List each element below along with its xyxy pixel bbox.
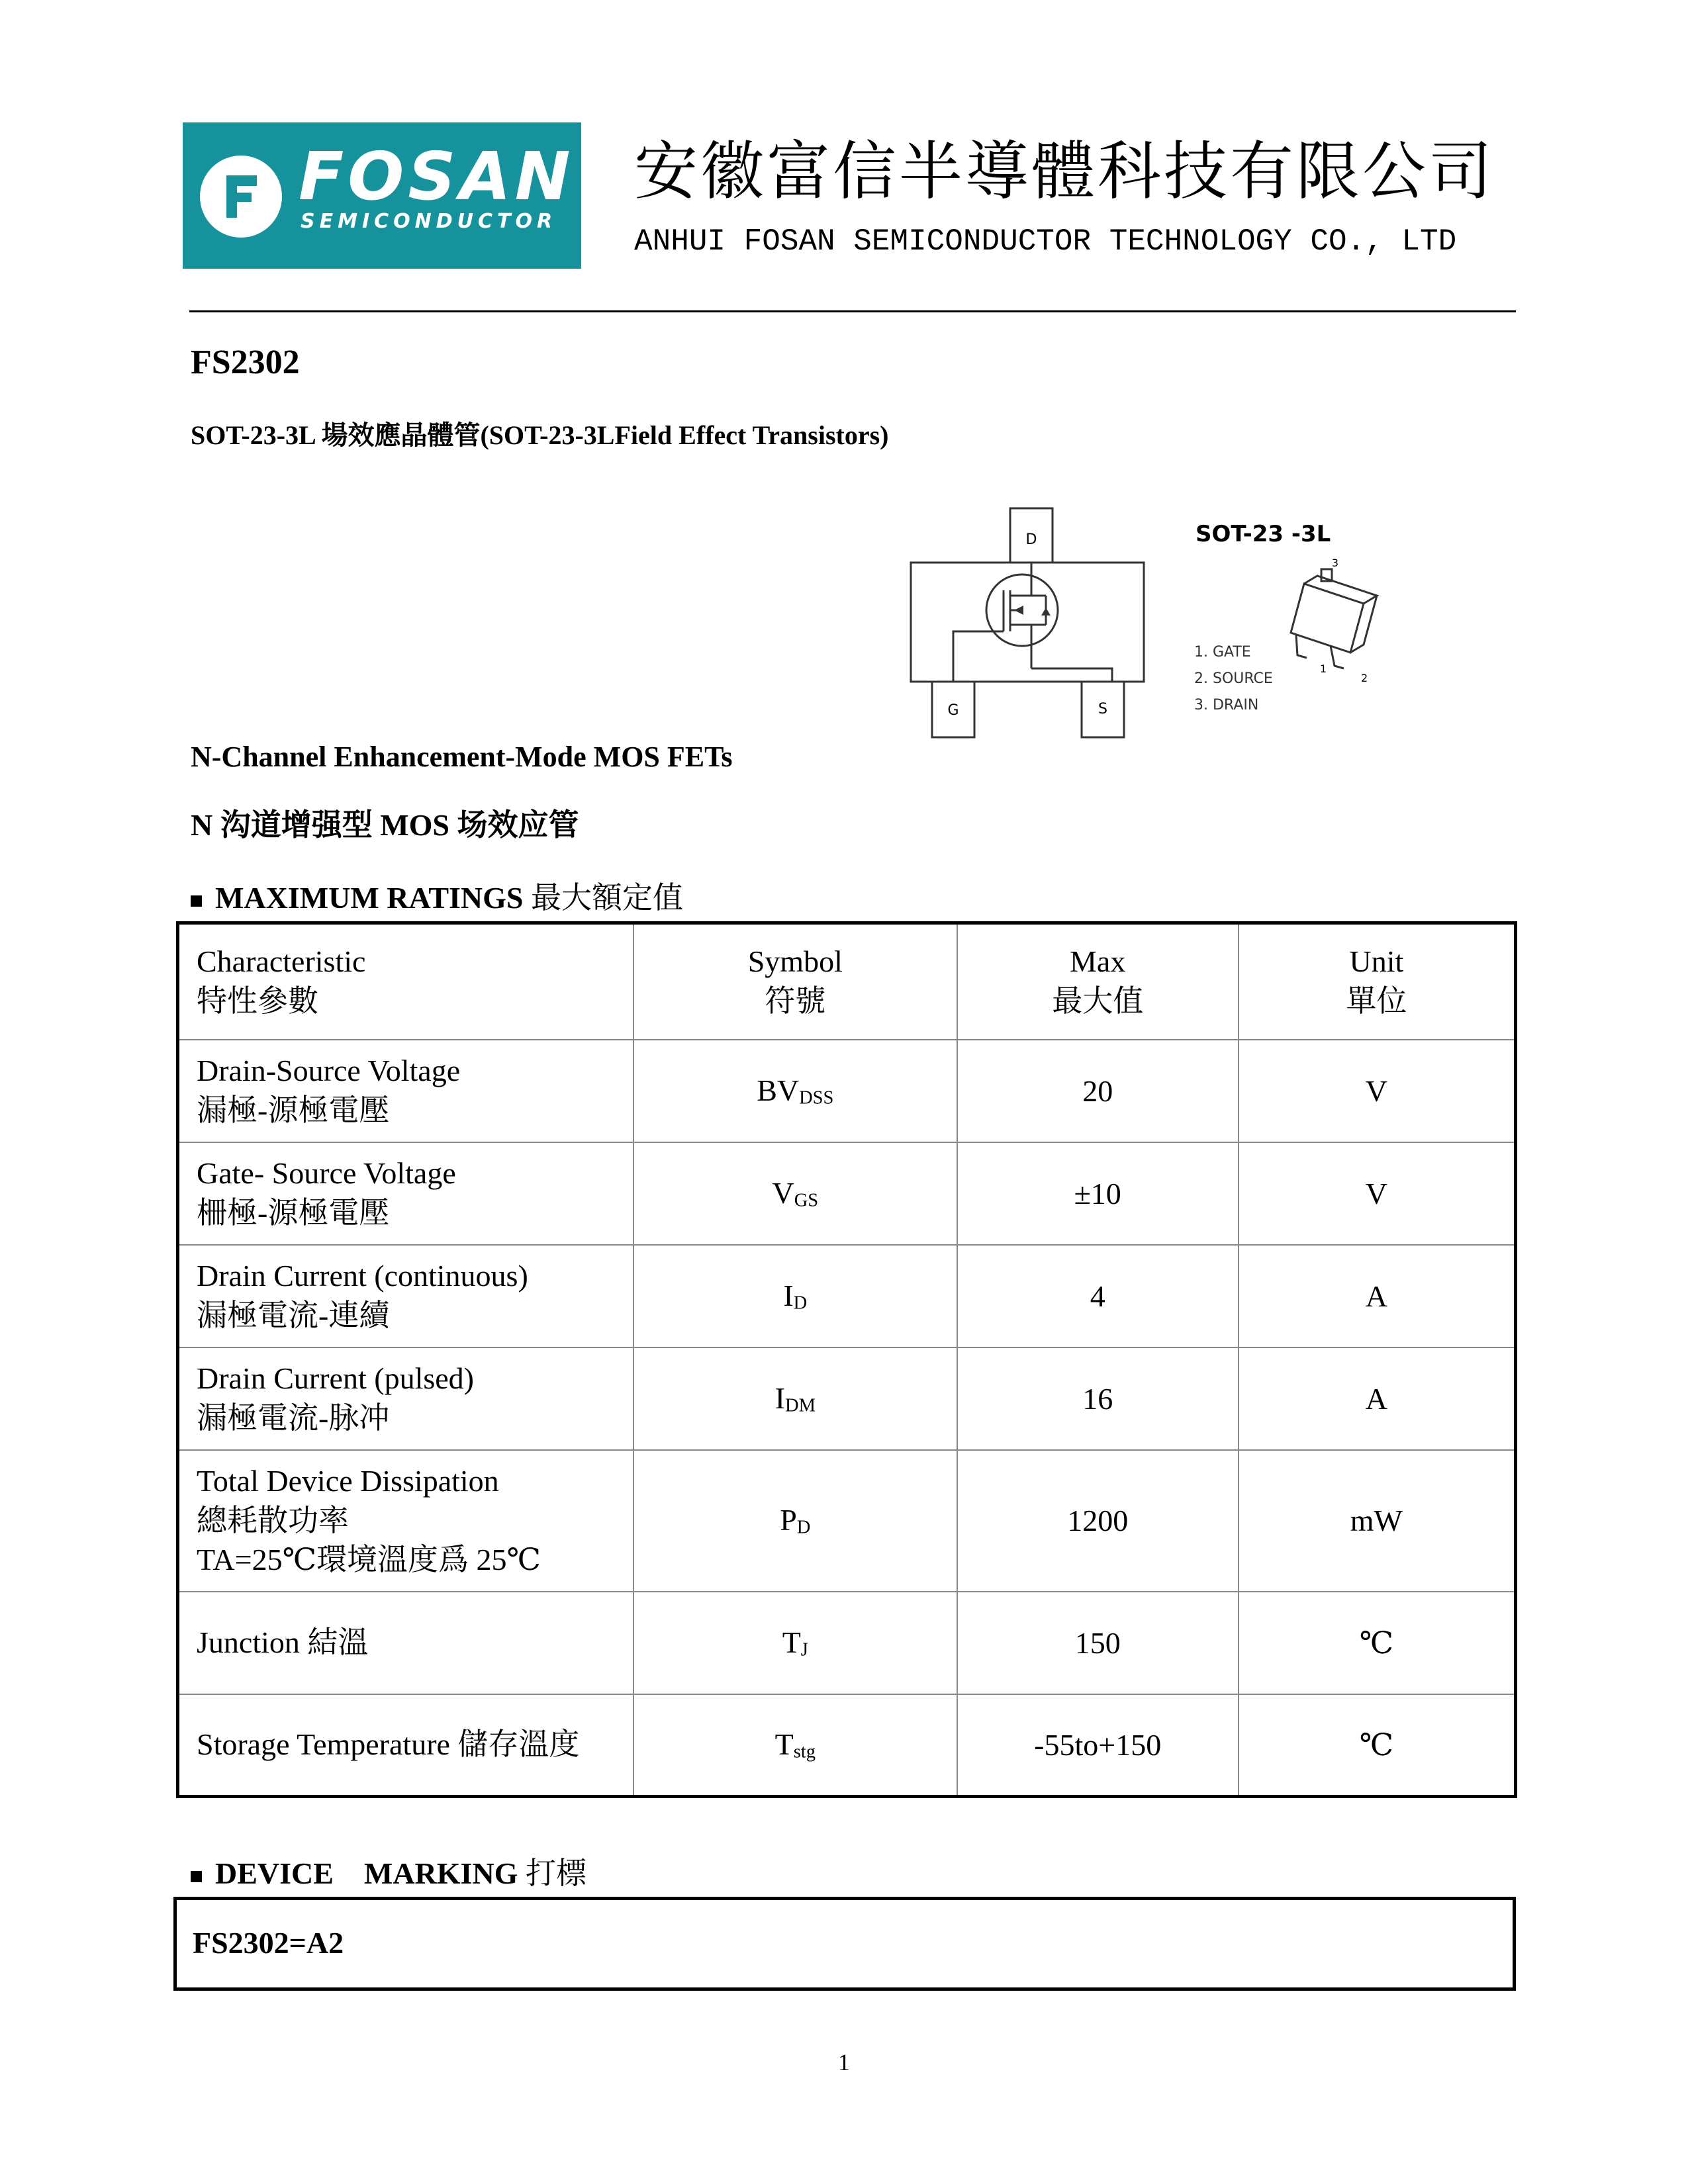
pin-desc-1: 1. GATE — [1194, 644, 1251, 660]
bullet-square-icon — [191, 895, 202, 907]
table-row: Total Device Dissipation 總耗散功率 TA=25℃環境溫度爲 25℃ $P_D$ 1200 mW — [178, 1450, 1516, 1592]
diode-triangle-icon — [1041, 608, 1051, 615]
table-row: Junction 結溫 $T_J$ 150 ℃ — [178, 1592, 1516, 1694]
max-ratings-table — [176, 921, 1517, 1798]
device-marking-title: DEVICE MARKING — [215, 1856, 518, 1890]
logo-subtext: SEMICONDUCTOR — [301, 210, 557, 233]
max-ratings-heading — [191, 883, 683, 913]
fosan-logo — [183, 122, 581, 269]
table-row: Storage Temperature 儲存溫度 $T_{stg}$ -55to+150 ℃ — [178, 1694, 1516, 1797]
page-number: 1 — [838, 2049, 850, 2075]
pin-label-g: G — [947, 702, 959, 719]
device-marking-value: FS2302=A2 — [193, 1926, 344, 1960]
device-marking-box — [173, 1897, 1516, 1991]
company-name-cn: 安徽富信半導體科技有限公司 — [634, 136, 1495, 207]
header-divider — [189, 310, 1516, 312]
max-ratings-title: MAXIMUM RATINGS — [215, 881, 524, 915]
company-name-en: ANHUI FOSAN SEMICONDUCTOR TECHNOLOGY CO., LTD — [634, 224, 1457, 259]
table-row: Drain-Source Voltage 漏極-源極電壓 $BV_{DSS}$ 20 V — [178, 1040, 1516, 1142]
header-symbol: Symbol 符號 — [633, 923, 957, 1040]
header-characteristic: Characteristic 特性參數 — [178, 923, 633, 1040]
pin-label-s: S — [1098, 701, 1107, 717]
device-marking-title-cn: 打標 — [525, 1856, 586, 1890]
device-marking-heading — [191, 1858, 586, 1889]
package-title: SOT-23 -3L — [1196, 521, 1331, 547]
product-subtitle: SOT-23-3L 場效應晶體管(SOT-23-3LField Effect Transistors) — [191, 420, 889, 450]
table-row: Drain Current (pulsed) 漏極電流-脉冲 $I_{DM}$ 16 A — [178, 1347, 1516, 1450]
pin-number-3: 3 — [1331, 557, 1339, 569]
sot23-package-icon — [1291, 569, 1377, 668]
body-diode-arrow-icon — [1014, 606, 1023, 615]
pin-desc-2: 2. SOURCE — [1194, 670, 1273, 687]
pin-number-1: 1 — [1320, 662, 1327, 675]
part-number: FS2302 — [191, 343, 300, 381]
channel-type-en: N-Channel Enhancement-Mode MOS FETs — [191, 741, 733, 773]
pin-number-2: 2 — [1361, 672, 1368, 684]
table-row: Drain Current (continuous) 漏極電流-連續 $I_D$ 4 A — [178, 1245, 1516, 1347]
header-unit: Unit 單位 — [1239, 923, 1516, 1040]
header-max: Max 最大值 — [957, 923, 1239, 1040]
package-diagram — [907, 503, 1569, 741]
bullet-square-icon — [191, 1871, 202, 1882]
logo-wordmark: FOSAN — [299, 138, 575, 215]
pin-label-d: D — [1025, 531, 1037, 548]
pin-desc-3: 3. DRAIN — [1194, 697, 1259, 713]
max-ratings-title-cn: 最大額定值 — [531, 881, 684, 915]
channel-type-cn: N 沟道增强型 MOS 场效应管 — [191, 808, 579, 842]
table-row: Gate- Source Voltage 柵極-源極電壓 $V_{GS}$ ±10 V — [178, 1142, 1516, 1245]
table-header-row — [178, 923, 1516, 1040]
